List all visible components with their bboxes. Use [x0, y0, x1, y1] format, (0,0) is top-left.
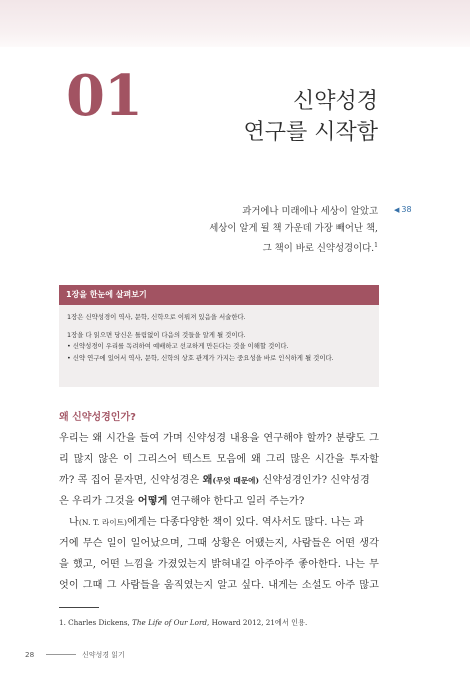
section-heading: 왜 신약성경인가?	[59, 412, 136, 423]
footnote-divider	[59, 607, 99, 608]
summary-bullet: • 신약 연구에 있어서 역사, 문학, 신학의 상호 관계가 가지는 중요성을 바로 인식하게 될 것이다.	[67, 353, 334, 362]
body-line-text: 나	[69, 517, 79, 528]
footnote-book-title: The Life of Our Lord	[132, 618, 207, 627]
chapter-title-line1: 신약성경	[292, 89, 378, 114]
margin-ref-page: 38	[401, 205, 412, 214]
epigraph-line3: 그 책이 바로 신약성경이다.	[262, 243, 375, 255]
body-line-text: 연구해야 한다고 일러 주는가?	[167, 496, 305, 507]
chapter-number: 01	[66, 63, 142, 129]
footnote-marker[interactable]: 1	[374, 242, 378, 249]
epigraph	[209, 203, 378, 257]
footnote-text: , Howard 2012, 21에서 인용.	[207, 618, 308, 627]
author-gloss: (N. T. 라이트)	[78, 518, 128, 527]
summary-bullet: • 신약성경이 우리를 독려하여 예배하고 선교하게 만든다는 것을 이해할 것이다.	[67, 342, 289, 350]
body-text	[59, 428, 379, 596]
emphasis-why-gloss: (무엇 때문에)	[212, 476, 260, 485]
body-line-text: 까? 콕 집어 묻자면, 신약성경은	[59, 475, 203, 486]
body-line: 을 했고, 어떤 느낌을 가졌었는지 밝혀내길 아주아주 좋아한다. 나는 무	[59, 559, 379, 570]
footnote-text: 1. Charles Dickens,	[59, 618, 133, 627]
page-number: 28	[25, 650, 35, 659]
summary-header: 1장을 한눈에 살펴보기	[59, 285, 379, 305]
top-color-band	[0, 0, 470, 47]
folio-divider	[46, 654, 76, 655]
left-triangle-icon: ◀	[394, 206, 400, 214]
summary-body	[59, 305, 379, 364]
body-line-text: 에게는 다종다양한 책이 있다. 역사서도 많다. 나는 과	[127, 517, 364, 528]
summary-intro: 1장은 신약성경이 역사, 문학, 신학으로 이뤄져 있음을 서술한다.	[67, 313, 246, 321]
body-line-text: 은 우리가 그것을	[59, 496, 138, 507]
chapter-summary-box	[59, 285, 379, 387]
body-line: 거에 무슨 일이 일어났으며, 그때 상황은 어땠는지, 사람들은 어떤 생각	[59, 538, 379, 549]
body-line: 엇이 그때 그 사람들을 움직였는지 알고 싶다. 내게는 소설도 아주 많고	[59, 580, 379, 591]
body-line: 리 많지 않은 이 그리스어 텍스트 모음에 왜 그리 많은 시간을 투자할	[59, 454, 379, 465]
summary-lead: 1장을 다 읽으면 당신은 틀림없이 다음의 것들을 알게 될 것이다.	[67, 330, 246, 339]
margin-page-reference[interactable]	[394, 205, 412, 214]
epigraph-line2: 세상이 알게 될 책 가운데 가장 빼어난 책,	[209, 223, 378, 234]
epigraph-line1: 과거에나 미래에나 세상이 알았고	[242, 206, 378, 217]
running-head: 신약성경 읽기	[82, 651, 125, 659]
chapter-title-line2: 연구를 시작함	[243, 120, 378, 145]
emphasis-how: 어떻게	[137, 496, 168, 507]
footnote	[59, 618, 307, 628]
body-line: 우리는 왜 시간을 들여 가며 신약성경 내용을 연구해야 할까? 분량도 그	[59, 433, 379, 444]
chapter-title	[243, 86, 378, 148]
body-line-text: 신약성경인가? 신약성경	[259, 475, 370, 486]
body-line	[59, 470, 379, 491]
body-line	[59, 491, 379, 512]
body-line	[59, 512, 379, 533]
emphasis-why: 왜	[202, 475, 213, 486]
